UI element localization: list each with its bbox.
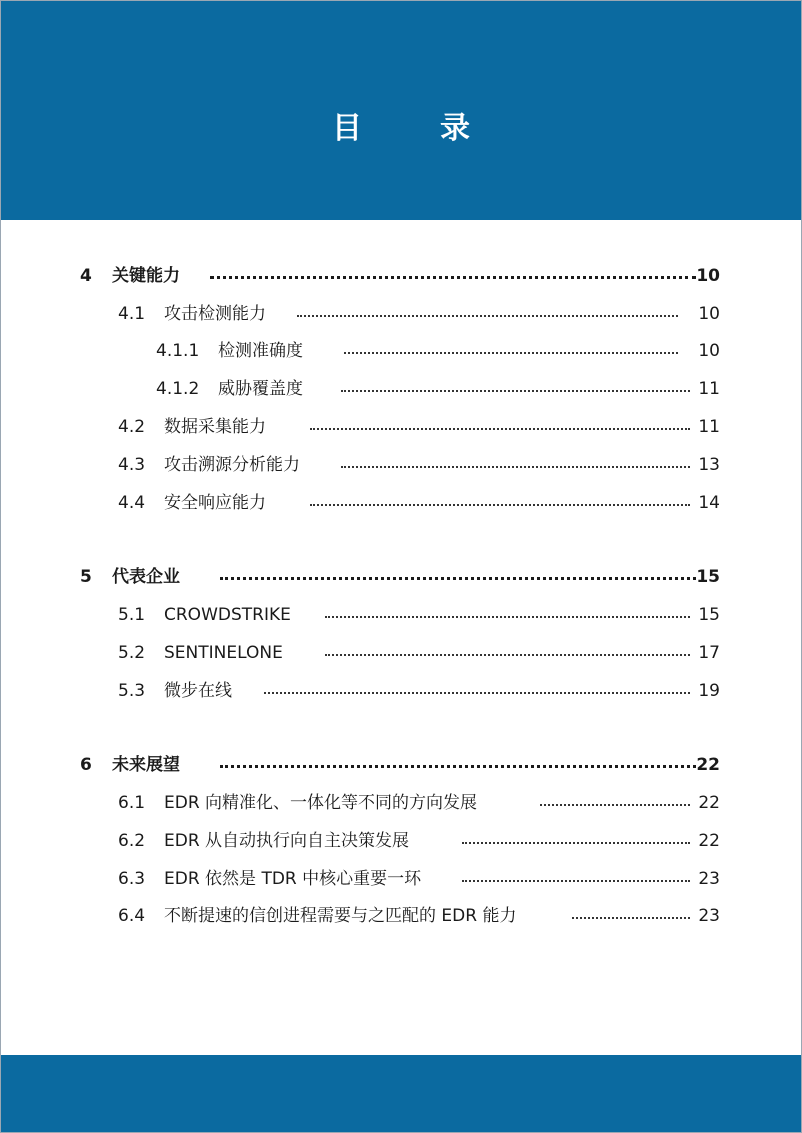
toc-page: 11	[698, 417, 720, 437]
toc-leader	[572, 917, 690, 919]
toc-leader	[297, 315, 678, 317]
toc-number: 5	[80, 567, 92, 587]
toc-page: 15	[698, 605, 720, 625]
toc-number: 6.3	[118, 869, 146, 889]
toc-entry[interactable]	[0, 489, 802, 517]
toc-number: 4	[80, 266, 92, 286]
toc-title: EDR 从自动执行向自主决策发展	[164, 831, 410, 851]
toc-page: 13	[698, 455, 720, 475]
toc-entry[interactable]	[0, 563, 802, 591]
toc-leader	[341, 390, 690, 392]
toc-number: 4.4	[118, 493, 146, 513]
toc-title: 威胁覆盖度	[218, 379, 303, 399]
toc-number: 6.4	[118, 906, 146, 926]
toc-number: 6.2	[118, 831, 146, 851]
toc-title: 未来展望	[112, 755, 180, 775]
toc-entry[interactable]	[0, 413, 802, 441]
toc-number: 4.2	[118, 417, 146, 437]
toc-number: 4.3	[118, 455, 146, 475]
toc-entry[interactable]	[0, 262, 802, 290]
toc-number: 4.1.1	[156, 341, 200, 361]
toc-title: 安全响应能力	[164, 493, 266, 513]
page-title: 目 录	[332, 111, 494, 146]
toc-entry[interactable]	[0, 789, 802, 817]
toc-entry[interactable]	[0, 375, 802, 403]
toc-page: 23	[698, 906, 720, 926]
toc-page: 22	[698, 793, 720, 813]
toc-entry[interactable]	[0, 827, 802, 855]
toc-leader	[540, 804, 690, 806]
toc-leader	[341, 466, 690, 468]
toc-entry[interactable]	[0, 451, 802, 479]
toc-entry[interactable]	[0, 865, 802, 893]
toc-number: 5.3	[118, 681, 146, 701]
toc-entry[interactable]	[0, 751, 802, 779]
footer-band	[0, 1055, 802, 1133]
toc-number: 4.1	[118, 304, 146, 324]
toc-page: 15	[696, 567, 720, 587]
toc-title: 检测准确度	[218, 341, 303, 361]
toc-page: 23	[698, 869, 720, 889]
toc-leader	[462, 842, 690, 844]
toc-leader	[220, 577, 696, 580]
toc-title: 攻击溯源分析能力	[164, 455, 300, 475]
toc-number: 6.1	[118, 793, 146, 813]
toc-title: 微步在线	[164, 681, 232, 701]
toc-title: 关键能力	[112, 266, 180, 286]
toc-number: 4.1.2	[156, 379, 200, 399]
toc-leader	[325, 654, 690, 656]
toc-page: 17	[698, 643, 720, 663]
toc-page: 10	[698, 304, 720, 324]
toc-page: 22	[696, 755, 720, 775]
toc-page: 22	[698, 831, 720, 851]
toc-page: 10	[698, 341, 720, 361]
toc-entry[interactable]	[0, 601, 802, 629]
toc-page: 19	[698, 681, 720, 701]
toc-leader	[220, 765, 696, 768]
toc-title: 攻击检测能力	[164, 304, 266, 324]
toc-title: EDR 依然是 TDR 中核心重要一环	[164, 869, 422, 889]
toc-leader	[344, 352, 678, 354]
toc-number: 5.2	[118, 643, 146, 663]
toc-page: 10	[696, 266, 720, 286]
toc-number: 5.1	[118, 605, 146, 625]
toc-entry[interactable]	[0, 300, 802, 328]
toc-leader	[310, 428, 690, 430]
toc-leader	[210, 276, 696, 279]
toc-page: 14	[698, 493, 720, 513]
toc-page: 11	[698, 379, 720, 399]
toc-title: SENTINELONE	[164, 643, 283, 663]
toc-title: 代表企业	[112, 567, 180, 587]
toc-title: EDR 向精准化、一体化等不同的方向发展	[164, 793, 478, 813]
toc-entry[interactable]	[0, 677, 802, 705]
toc-title: 不断提速的信创进程需要与之匹配的 EDR 能力	[164, 906, 517, 926]
toc-entry[interactable]	[0, 337, 802, 365]
toc-leader	[462, 880, 690, 882]
toc-leader	[310, 504, 690, 506]
toc-title: CROWDSTRIKE	[164, 605, 291, 625]
toc-entry[interactable]	[0, 639, 802, 667]
toc-entry[interactable]	[0, 902, 802, 930]
toc-number: 6	[80, 755, 92, 775]
toc-leader	[264, 692, 690, 694]
toc-title: 数据采集能力	[164, 417, 266, 437]
toc-leader	[325, 616, 690, 618]
